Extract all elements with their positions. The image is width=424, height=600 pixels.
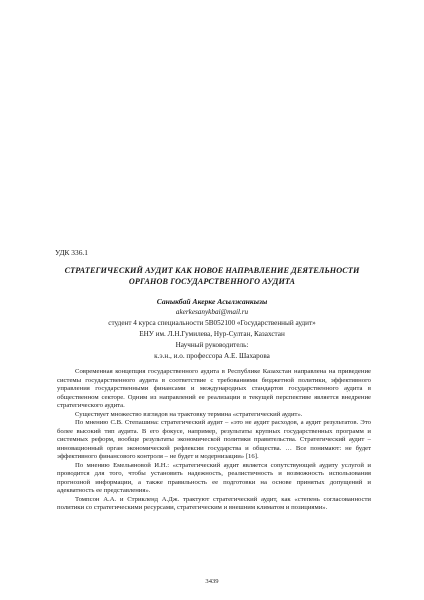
body-paragraph: По мнению Емельяновой И.Н.: «стратегический аудит является сопутствующей аудиту услугой и проводится для того, чтобы установить надежность, реалистичность и возможность использования прогнозной информации, а также правильность ее подготовки на основе принятых допущений и адекватность ее представления». (57, 461, 371, 494)
body-paragraph: Существует множество взглядов на трактовку термина «стратегический аудит». (75, 410, 303, 418)
article-title-line-2: ОРГАНОВ ГОСУДАРСТВЕННОГО АУДИТА (128, 277, 296, 286)
supervisor-name: к.э.н., и.о. профессора А.Е. Шахарова (154, 352, 270, 360)
body-paragraph: По мнению С.В. Степашина: стратегический аудит – «это не аудит расходов, а аудит результатов. Это более высокий тип аудита. В его фокусе, например, результаты крупных государственных программ и системных реформ, вообще результаты экономической политики правительства. Стратегический аудит – инновационный орган экономической рефлексии государства и общества. … Все понимают: не будет эффективного финансового контроля – не будет и модернизации» [16]. (57, 419, 371, 460)
university-affiliation: ЕНУ им. Л.Н.Гумилева, Нур-Султан, Казахстан (139, 330, 285, 338)
supervisor-label: Научный руководитель: (175, 341, 249, 349)
author-name: Саныкбай Акерке Асылжанкызы (156, 297, 268, 306)
author-email: akerkesanykbai@mail.ru (175, 308, 249, 316)
page-number: 3439 (205, 578, 219, 585)
student-info: студент 4 курса специальности 5В052100 «Государственный аудит» (108, 319, 316, 327)
article-title-line-1: СТРАТЕГИЧЕСКИЙ АУДИТ КАК НОВОЕ НАПРАВЛЕНИЕ ДЕЯТЕЛЬНОСТИ (64, 266, 360, 275)
article-body (57, 368, 371, 513)
body-paragraph: Современная концепция государственного аудита в Республике Казахстан направлена на приведение системы государственного аудита в соответствие с требованиями бюджетной политики, эффективного управления государственными финансами и международных стандартов государственного аудита в общественном секторе. Одним из направлений ее реализации в текущей перспективе является внедрение стратегического аудита. (57, 368, 371, 409)
udc-code: УДК 336.1 (55, 248, 88, 257)
body-paragraph: Томпсон А.А. и Стрикленд А.Дж. трактуют стратегический аудит, как «степень согласованности политики со стратегическими ресурсами, стратегическим и внешним климатом и позициями». (57, 495, 371, 511)
